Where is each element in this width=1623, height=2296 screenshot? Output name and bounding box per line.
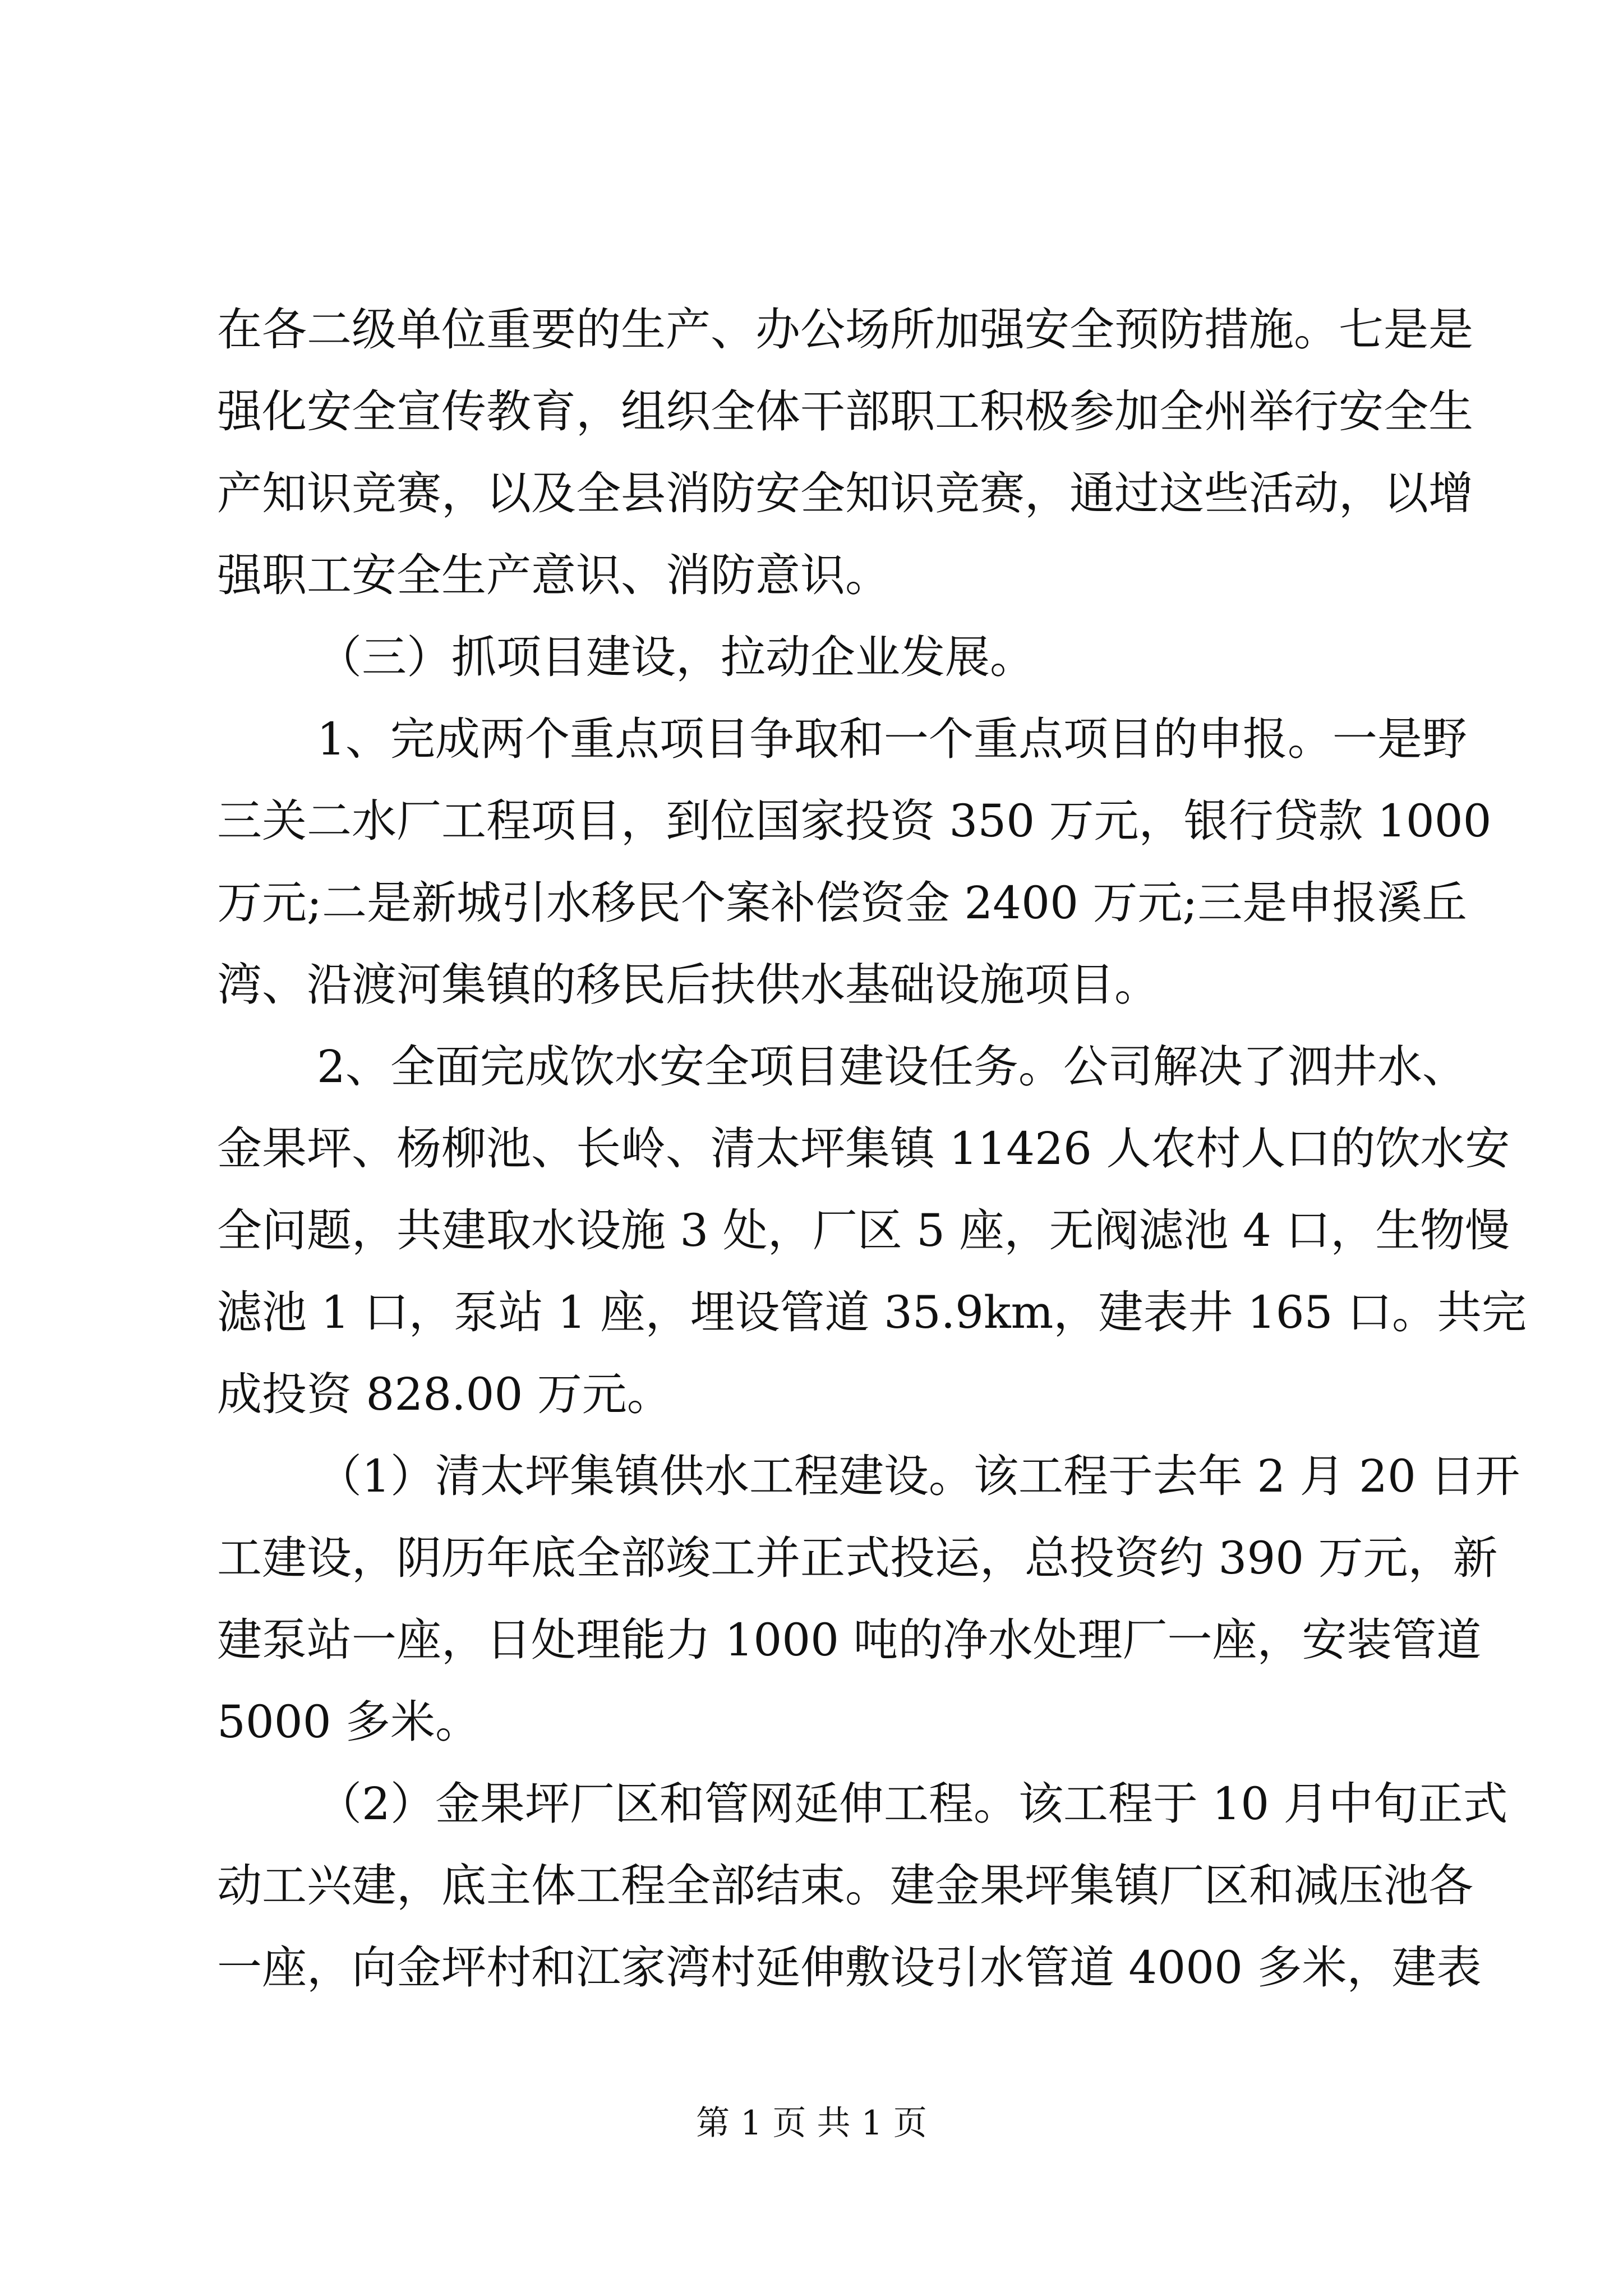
section-heading: （三）抓项目建设，拉动企业发展。 [317, 631, 1035, 683]
text-line: 湾、沿渡河集镇的移民后扶供水基础设施项目。 [217, 959, 1159, 1011]
document-body [217, 289, 1527, 2009]
text-line: 强化安全宣传教育，组织全体干部职工积极参加全州举行安全生 [217, 385, 1473, 438]
text-line: 成投资 828.00 万元。 [217, 1368, 672, 1420]
page-footer: 第 1 页 共 1 页 [696, 2104, 927, 2143]
text-line: 建泵站一座，日处理能力 1000 吨的净水处理厂一座，安装管道 [217, 1614, 1482, 1666]
text-line: 强职工安全生产意识、消防意识。 [217, 549, 890, 601]
text-line: 金果坪、杨柳池、长岭、清太坪集镇 11426 人农村人口的饮水安 [217, 1122, 1510, 1175]
text-line: 全问题，共建取水设施 3 处，厂区 5 座，无阀滤池 4 口，生物慢 [217, 1204, 1510, 1257]
text-line: 三关二水厂工程项目，到位国家投资 350 万元，银行贷款 1000 [217, 795, 1492, 847]
text-line: 产知识竞赛，以及全县消防安全知识竞赛，通过这些活动，以增 [217, 467, 1473, 519]
text-line: （2）金果坪厂区和管网延伸工程。该工程于 10 月中旬正式 [317, 1778, 1508, 1830]
text-line: 2、全面完成饮水安全项目建设任务。公司解决了泗井水、 [317, 1041, 1467, 1093]
text-line: 动工兴建，底主体工程全部结束。建金果坪集镇厂区和减压池各 [217, 1860, 1473, 1912]
text-line: 5000 多米。 [217, 1696, 481, 1748]
text-line: 工建设，阴历年底全部竣工并正式投运，总投资约 390 万元，新 [217, 1532, 1498, 1584]
text-line: 一座，向金坪村和江家湾村延伸敷设引水管道 4000 多米，建表 [217, 1941, 1482, 1994]
text-line: （1）清太坪集镇供水工程建设。该工程于去年 2 月 20 日开 [317, 1450, 1520, 1502]
text-line: 在各二级单位重要的生产、办公场所加强安全预防措施。七是是 [217, 303, 1473, 356]
text-line: 滤池 1 口，泵站 1 座，埋设管道 35.9km，建表井 165 口。共完 [217, 1286, 1527, 1338]
text-line: 1、完成两个重点项目争取和一个重点项目的申报。一是野 [317, 713, 1467, 765]
text-line: 万元;二是新城引水移民个案补偿资金 2400 万元;三是申报溪丘 [217, 877, 1467, 929]
